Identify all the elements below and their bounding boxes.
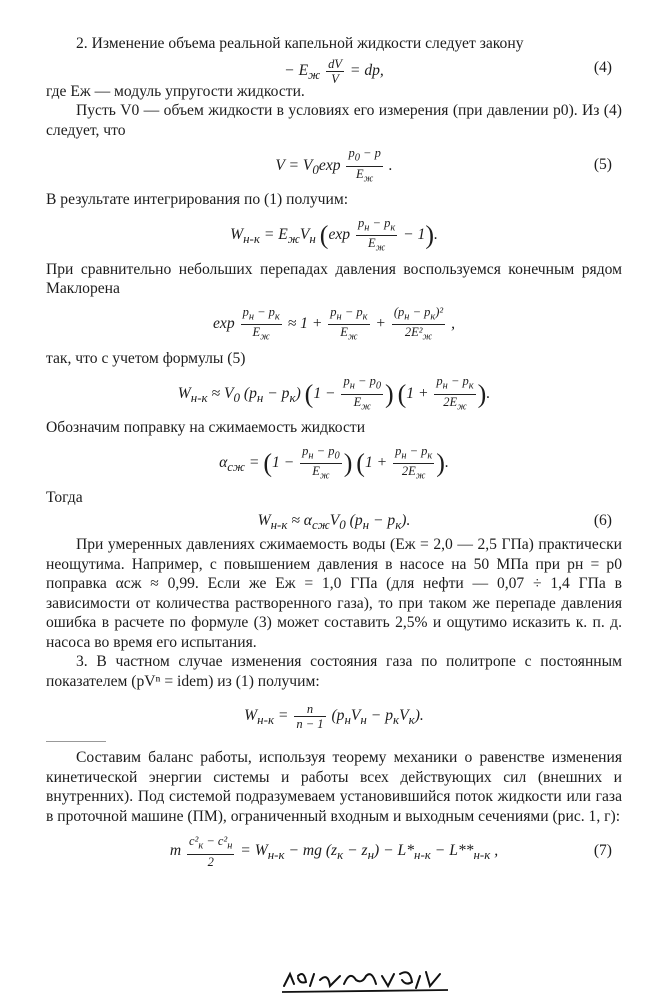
equation-4: − $E_ж$ $\frac{dV}{V}$ = dp, (4): [284, 56, 612, 86]
paragraph-formula5: так, что с учетом формулы (5): [46, 349, 246, 367]
paragraph-balance: Составим баланс работы, используя теорему механики о равенстве изменения кинетической энергии системы и работы всех действующих сил (внешних и внутренних). Под системой подразумеваем установившийся поток жидкости или газа в проточной машине (ПМ), ограниченный входным и выходным сечениями (рис. 1, г):: [46, 749, 622, 825]
paragraph-intro: 2. Изменение объема реальной капельной жидкости следует закону: [76, 35, 524, 52]
equation-6: $W_{н-к} \approx \alpha_{сж}V_0$ $(p_н - p_к)$. (6): [257, 512, 612, 533]
separator-rule: [46, 741, 106, 742]
paragraph-then: Тогда: [46, 488, 83, 506]
paragraph-polytrope: 3. В частном случае изменения состояния газа по политропе с постоянным показателем (pVⁿ = idem) из (1) получим:: [46, 653, 622, 690]
equation-number-7: (7): [593, 842, 612, 859]
paragraph-modulus: где Eж — модуль упругости жидкости.: [46, 82, 305, 100]
paragraph-water: При умеренных давлениях сжимаемость воды (Eж = 2,0 — 2,5 ГПа) практически неощутима. Например, с повышением давления в насосе на 50 МПа при pн = p0 поправка αсж ≈ 0,99. Если же Eж = 1,0 ГПа (для нефти — 0,07 ÷ 1,4 ГПа в зависимости от количества растворенного газа), то при таком же перепаде давления ошибка в расчете по формуле (3) может составить 2,5% и ощутимо исказить к. п. д. насоса во время его испытания.: [46, 536, 622, 651]
equation-work-approx: $W_{н-к} \approx V_0$ $(p_н - p_к) (1$ − $\frac{p_н - p_0}{E_ж}$ ) (1 + $\frac{p_н - p_к}{2E_ж}$ ).: [177, 374, 491, 412]
equation-number-4: (4): [593, 58, 612, 76]
equation-7: m $\frac{c^2_к - c^2_н}{2}$ = $W_{н-к}$ − mg $(z_к - z_н) - L*_{н-к} - L**_{н-к}$ , (7): [46, 832, 622, 870]
page-text: [46, 34, 622, 876]
equation-polytrope: $W_{н-к}$ = $\frac{n}{n - 1}$ $(p_нV_н - p_кV_к)$.: [244, 701, 424, 731]
equation-alpha: $\alpha_{сж} = (1$ − $\frac{p_н - p_0}{E_ж}$ ) (1 + $\frac{p_н - p_к}{2E_ж}$ ).: [219, 443, 449, 482]
paragraph-v0: Пусть V0 — объем жидкости в условиях его измерения (при давлении p0). Из (4) следует, что: [46, 102, 622, 139]
equation-5: $V = V_0\exp$ $\frac{p_0 - p}{E_ж}$ . (5): [275, 146, 612, 184]
paragraph-maclaurin: При сравнительно небольших перепадах давления воспользуемся конечным рядом Маклорена: [46, 260, 622, 297]
equation-work: $W_{н-к} = E_жV_н$ (exp $\frac{p_н - p_к}{E_ж}$ − 1).: [230, 215, 438, 254]
paragraph-correction: Обозначим поправку на сжимаемость жидкости: [46, 419, 366, 436]
paragraph-integration: В результате интегрирования по (1) получим:: [46, 191, 349, 208]
equation-number-5: (5): [593, 156, 612, 173]
equation-series: exp $\frac{p_н - p_к}{E_ж}$ ≈ 1 + $\frac{p_н - p_к}{E_ж}$ + $\frac{(p_н - p_к)^2}{2E^2_ж}$ ,: [213, 304, 455, 343]
equation-number-6: (6): [593, 512, 612, 529]
handwritten-note: [280, 962, 455, 996]
